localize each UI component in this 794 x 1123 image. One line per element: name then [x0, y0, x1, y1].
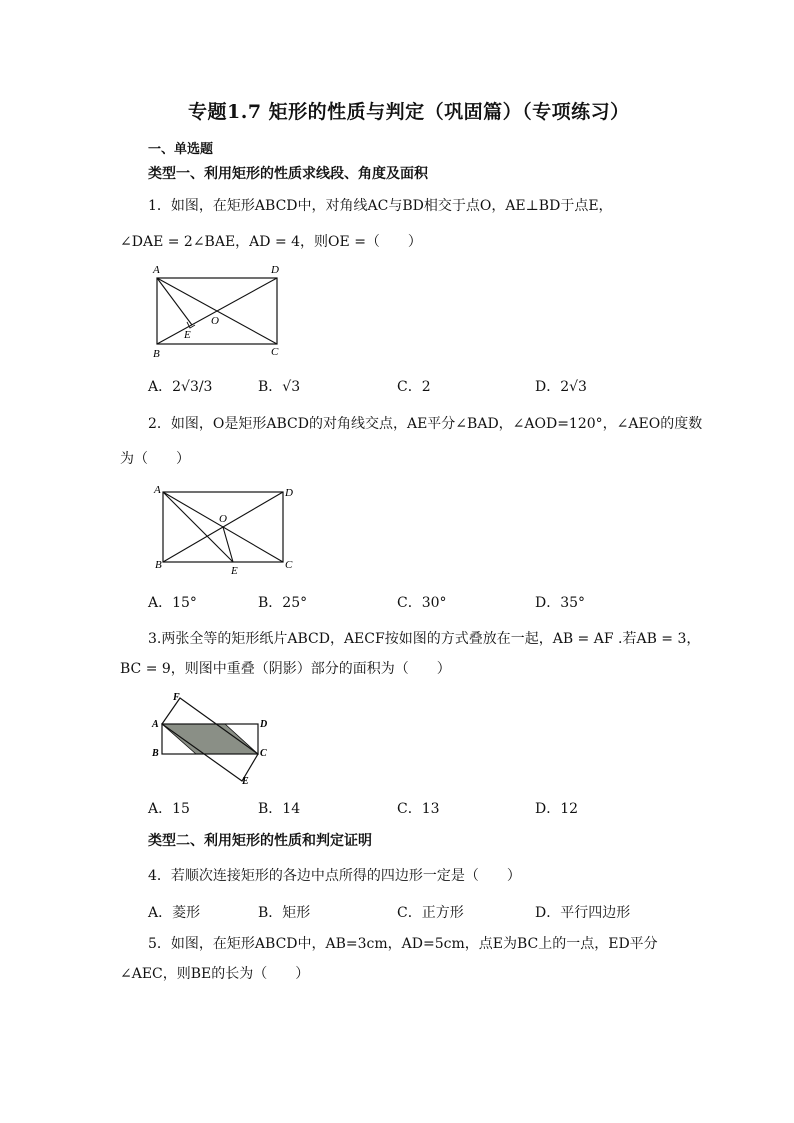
figure-2-label-c: C [285, 559, 293, 571]
question-1-figure [145, 258, 295, 363]
question-1-option-a: A．2√3/3 [148, 379, 213, 395]
question-5-line-2: ∠AEC，则BE的长为（ ） [120, 966, 310, 982]
figure-1-label-o: O [211, 315, 219, 327]
question-1-option-b: B．√3 [258, 379, 301, 395]
figure-3-label-b: B [152, 748, 159, 759]
figure-2-label-d: D [285, 487, 293, 499]
figure-2-label-e: E [231, 565, 238, 577]
figure-3-label-f: F [173, 692, 180, 703]
question-1-line-1: 1．如图，在矩形ABCD中，对角线AC与BD相交于点O，AE⊥BD于点E， [148, 198, 613, 214]
question-4-option-c: C．正方形 [397, 905, 464, 921]
question-2-line-1: 2．如图，O是矩形ABCD的对角线交点，AE平分∠BAD，∠AOD=120°，∠AEO的度数 [148, 416, 703, 432]
category-heading-1: 类型一、利用矩形的性质求线段、角度及面积 [148, 166, 428, 182]
figure-3-label-e: E [242, 776, 249, 787]
figure-1-label-d: D [271, 264, 279, 276]
question-3-figure [148, 688, 278, 788]
figure-1-label-a: A [153, 264, 160, 276]
figure-3-label-d: D [260, 719, 268, 730]
question-2-option-b: B．25° [258, 595, 308, 611]
figure-1-label-e: E [184, 329, 191, 341]
question-5-line-1: 5．如图，在矩形ABCD中，AB=3cm，AD=5cm，点E为BC上的一点，ED平分 [148, 936, 658, 952]
figure-2-label-b: B [155, 559, 162, 571]
question-1-option-d: D．2√3 [535, 379, 587, 395]
question-3-option-d: D．12 [535, 801, 579, 817]
question-4-line-1: 4．若顺次连接矩形的各边中点所得的四边形一定是（ ） [148, 868, 521, 884]
page-title: 专题1.7 矩形的性质与判定（巩固篇）（专项练习） [188, 101, 630, 123]
question-3-option-b: B．14 [258, 801, 301, 817]
question-1-option-c: C．2 [397, 379, 431, 395]
question-3-line-2: BC = 9，则图中重叠（阴影）部分的面积为（ ） [120, 661, 451, 677]
category-heading-2: 类型二、利用矩形的性质和判定证明 [148, 833, 372, 849]
figure-2-label-a: A [154, 484, 161, 496]
question-3-option-a: A．15 [148, 801, 190, 817]
question-2-figure [145, 480, 305, 580]
question-4-option-a: A．菱形 [148, 905, 201, 921]
question-2-option-c: C．30° [397, 595, 447, 611]
question-2-line-2: 为（ ） [120, 451, 190, 467]
question-1-line-2: ∠DAE = 2∠BAE，AD = 4，则OE =（ ） [120, 234, 422, 250]
question-4-option-b: B．矩形 [258, 905, 311, 921]
question-2-option-d: D．35° [535, 595, 586, 611]
figure-1-label-b: B [153, 348, 160, 360]
figure-1-label-c: C [271, 346, 279, 358]
figure-3-label-c: C [260, 748, 267, 759]
question-2-option-a: A．15° [148, 595, 197, 611]
section-heading: 一、单选题 [148, 142, 214, 157]
figure-3-label-a: A [152, 719, 159, 730]
question-3-line-1: 3.两张全等的矩形纸片ABCD，AECF按如图的方式叠放在一起，AB = AF .若AB = 3， [148, 631, 701, 647]
question-3-option-c: C．13 [397, 801, 440, 817]
figure-2-label-o: O [219, 513, 227, 525]
question-4-option-d: D．平行四边形 [535, 905, 631, 921]
